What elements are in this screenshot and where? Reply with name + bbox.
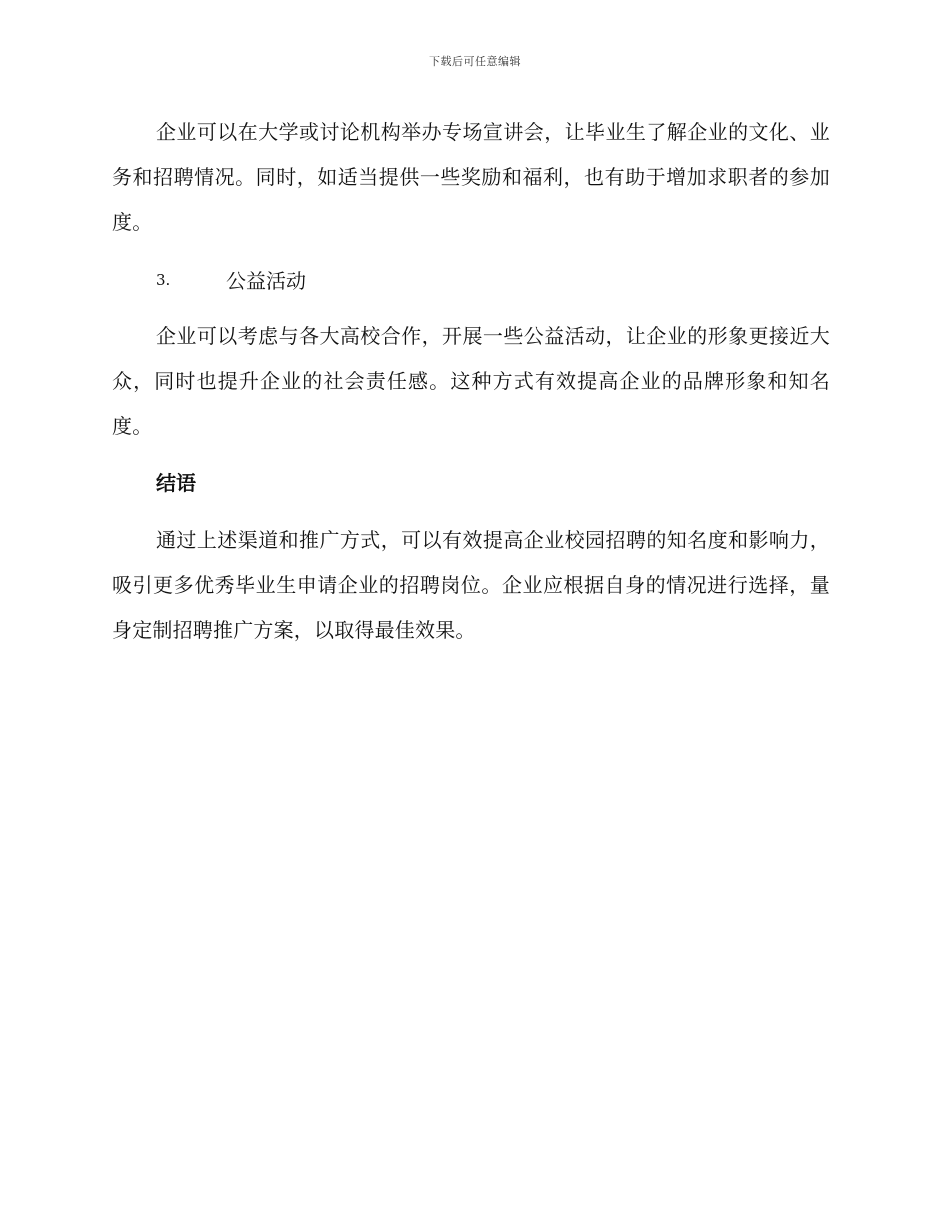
list-label: 公益活动 [226, 269, 306, 293]
spacer [112, 302, 830, 314]
spacer [112, 506, 830, 518]
paragraph-public-welfare: 企业可以考虑与各大高校合作，开展一些公益活动，让企业的形象更接近大众，同时也提升企业的社会责任感。这种方式有效提高企业的品牌形象和知名度。 [112, 324, 830, 438]
section-title-conclusion: 结语 [156, 471, 196, 495]
list-item-public-welfare [112, 257, 830, 302]
spacer [112, 245, 830, 257]
page-header: 下载后可任意编辑 [429, 55, 521, 68]
paragraph-conclusion: 通过上述渠道和推广方式，可以有效提高企业校园招聘的知名度和影响力，吸引更多优秀毕业生申请企业的招聘岗位。企业应根据自身的情况进行选择，量身定制招聘推广方案，以取得最佳效果。 [112, 528, 830, 642]
document-body [112, 110, 830, 653]
paragraph-seminar: 企业可以在大学或讨论机构举办专场宣讲会，让毕业生了解企业的文化、业务和招聘情况。同时，如适当提供一些奖励和福利，也有助于增加求职者的参加度。 [112, 120, 830, 234]
list-number: 3. [156, 270, 171, 289]
spacer [112, 449, 830, 461]
